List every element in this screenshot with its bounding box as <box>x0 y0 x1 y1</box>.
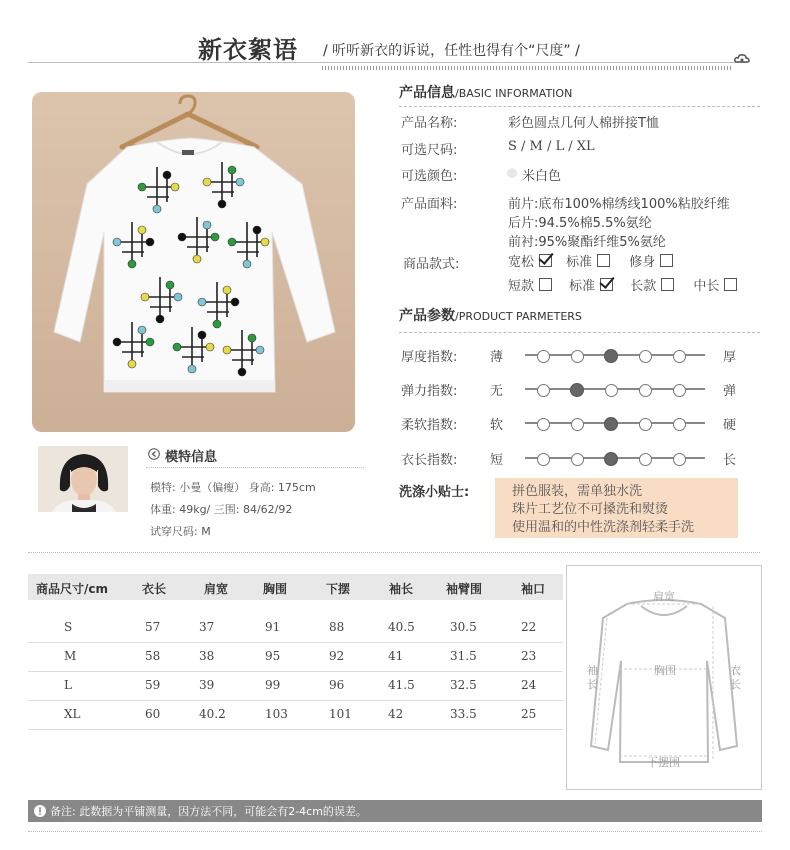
param-level-marker <box>570 383 584 397</box>
product-name: 彩色圆点几何人棉拼接T恤 <box>508 116 659 131</box>
info-icon <box>34 805 46 817</box>
style-option-regular-fit: 标准 <box>566 255 610 270</box>
diagram-hem-label: 下摆围 <box>647 756 680 769</box>
size-value-cell: 103 <box>265 707 288 721</box>
param-low-label: 无 <box>490 384 504 399</box>
size-label-cell: XL <box>64 707 81 721</box>
footer-separator <box>28 831 762 832</box>
param-label: 柔软指数: <box>401 418 458 433</box>
wash-tips-box <box>495 478 738 538</box>
param-scale-point <box>571 350 584 363</box>
param-label: 衣长指数: <box>401 453 458 468</box>
model-divider <box>146 467 364 469</box>
style-option-regular-length: 标准 <box>569 279 613 294</box>
param-high-label: 长 <box>723 453 737 468</box>
param-scale-point <box>673 384 686 397</box>
footer-note: 备注: 此数据为平铺测量，因方法不同，可能会有2-4cm的误差。 <box>50 805 367 818</box>
style-option-slim: 修身 <box>629 255 673 270</box>
tshirt-illustration <box>32 92 355 432</box>
size-value-cell: 95 <box>265 649 281 663</box>
size-label-cell: L <box>64 678 72 692</box>
header-dots <box>322 66 732 70</box>
cloud-icon <box>734 51 750 65</box>
fabric-back: 后片:94.5%棉5.5%氨纶 <box>508 216 652 231</box>
model-trial-size: 试穿尺码: M <box>150 525 211 538</box>
size-value-cell: 99 <box>265 678 281 692</box>
size-value-cell: 32.5 <box>450 678 477 692</box>
style-option-mid-long: 中长 <box>693 279 737 294</box>
section-separator <box>28 552 760 553</box>
fabric-front: 前片:底布100%棉绣线100%粘胶纤维 <box>508 197 730 212</box>
param-level-marker <box>604 349 618 363</box>
param-scale-point <box>639 418 652 431</box>
size-value-cell: 59 <box>145 678 161 692</box>
param-scale-point <box>537 418 550 431</box>
color-label: 可选颜色: <box>401 169 458 184</box>
product-info-heading: 产品信息/BASIC INFORMATION <box>399 85 573 101</box>
wash-tips-label: 洗涤小贴士: <box>399 485 470 500</box>
size-table-header-cell: 衣长 <box>142 582 167 596</box>
header-rule <box>28 62 746 63</box>
table-row-divider <box>28 671 563 672</box>
size-value-cell: 42 <box>388 707 404 721</box>
size-table-header-cell: 商品尺寸/cm <box>36 582 109 596</box>
param-low-label: 薄 <box>490 350 504 365</box>
checkbox-short[interactable] <box>539 278 552 291</box>
diagram-chest-label: 胸围 <box>654 664 676 677</box>
size-value-cell: 91 <box>265 620 281 634</box>
param-scale-point <box>605 384 618 397</box>
size-value-cell: 88 <box>329 620 345 634</box>
brand-slogan: / 听听新衣的诉说，任性也得有个“尺度” / <box>323 43 580 59</box>
model-photo <box>38 446 128 512</box>
style-fit-options <box>508 251 673 270</box>
param-low-label: 短 <box>490 453 504 468</box>
diagram-length-label: 衣长 <box>730 664 741 691</box>
wash-tip: 拼色服装，需单独水洗 <box>512 484 643 499</box>
param-level-marker <box>604 452 618 466</box>
model-name-height: 模特: 小曼（偏瘦） 身高: 175cm <box>150 481 316 494</box>
style-option-short: 短款 <box>508 279 552 294</box>
measurement-diagram <box>566 565 762 790</box>
param-scale-point <box>673 350 686 363</box>
style-option-long: 长款 <box>630 279 674 294</box>
param-scale-point <box>639 384 652 397</box>
color-swatch <box>507 168 517 178</box>
param-scale-point <box>537 350 550 363</box>
section-divider <box>399 332 760 334</box>
size-table-header-cell: 袖口 <box>521 582 546 596</box>
size-value-cell: 58 <box>145 649 161 663</box>
table-row-divider <box>28 642 563 643</box>
checkbox-mid-long[interactable] <box>724 278 737 291</box>
color-value: 米白色 <box>522 169 562 184</box>
param-low-label: 软 <box>490 418 504 433</box>
param-scale-point <box>571 418 584 431</box>
style-label: 商品款式: <box>403 257 460 272</box>
size-value-cell: 40.2 <box>199 707 226 721</box>
param-scale-point <box>673 453 686 466</box>
model-weight-measurements: 体重: 49kg/ 三围: 84/62/92 <box>150 503 293 516</box>
size-value-cell: 31.5 <box>450 649 477 663</box>
size-value-cell: 41 <box>388 649 404 663</box>
available-sizes: S / M / L / XL <box>508 139 595 154</box>
param-level-marker <box>604 417 618 431</box>
product-params-heading: 产品参数/PRODUCT PARMETERS <box>399 308 582 324</box>
style-option-loose: 宽松 <box>508 255 552 270</box>
size-value-cell: 38 <box>199 649 215 663</box>
model-heading: 模特信息 <box>165 450 218 465</box>
size-label-cell: M <box>64 649 77 663</box>
size-table-header <box>28 574 563 600</box>
param-scale-point <box>537 384 550 397</box>
back-arrow-icon <box>148 448 160 460</box>
size-table-header-cell: 下摆 <box>326 582 351 596</box>
wash-tip: 珠片工艺位不可搡洗和熨烫 <box>512 502 669 517</box>
param-label: 厚度指数: <box>401 350 458 365</box>
section-divider <box>399 106 760 108</box>
table-row-divider <box>28 700 563 701</box>
size-value-cell: 92 <box>329 649 345 663</box>
size-value-cell: 22 <box>521 620 537 634</box>
param-high-label: 厚 <box>723 350 737 365</box>
size-table-header-cell: 胸围 <box>263 582 288 596</box>
size-label-cell: S <box>64 620 73 634</box>
sizes-label: 可选尺码: <box>401 143 458 158</box>
size-value-cell: 41.5 <box>388 678 415 692</box>
size-value-cell: 101 <box>329 707 352 721</box>
size-table-header-cell: 袖长 <box>389 582 414 596</box>
param-high-label: 弹 <box>723 384 737 399</box>
param-scale-point <box>571 453 584 466</box>
size-value-cell: 96 <box>329 678 345 692</box>
param-label: 弹力指数: <box>401 384 458 399</box>
param-scale-point <box>639 453 652 466</box>
size-value-cell: 37 <box>199 620 215 634</box>
product-photo <box>32 92 355 432</box>
wash-tip: 使用温和的中性洗涤剂轻柔手洗 <box>512 520 695 535</box>
fabric-lining: 前衬:95%聚酯纤维5%氨纶 <box>508 235 666 250</box>
checkbox-regular-fit[interactable] <box>597 254 610 267</box>
param-scale-point <box>639 350 652 363</box>
style-length-options <box>508 275 737 294</box>
size-value-cell: 33.5 <box>450 707 477 721</box>
brand-title: 新衣絮语 <box>198 36 298 64</box>
size-value-cell: 57 <box>145 620 161 634</box>
size-table-header-cell: 袖臂围 <box>446 582 483 596</box>
checkbox-loose[interactable] <box>539 254 552 267</box>
size-value-cell: 25 <box>521 707 537 721</box>
table-row-divider <box>28 729 563 730</box>
size-value-cell: 40.5 <box>388 620 415 634</box>
param-scale-point <box>673 418 686 431</box>
fabric-label: 产品面料: <box>401 197 458 212</box>
checkbox-regular-length[interactable] <box>600 278 613 291</box>
param-scale-point <box>537 453 550 466</box>
size-table-header-cell: 肩宽 <box>204 582 229 596</box>
diagram-sleeve-label: 袖长 <box>587 664 598 691</box>
checkbox-long[interactable] <box>661 278 674 291</box>
name-label: 产品名称: <box>401 116 458 131</box>
size-value-cell: 30.5 <box>450 620 477 634</box>
size-value-cell: 24 <box>521 678 537 692</box>
checkbox-slim[interactable] <box>660 254 673 267</box>
diagram-shoulder-label: 肩宽 <box>653 590 675 603</box>
size-value-cell: 23 <box>521 649 537 663</box>
size-value-cell: 39 <box>199 678 215 692</box>
param-high-label: 硬 <box>723 418 737 433</box>
size-value-cell: 60 <box>145 707 161 721</box>
